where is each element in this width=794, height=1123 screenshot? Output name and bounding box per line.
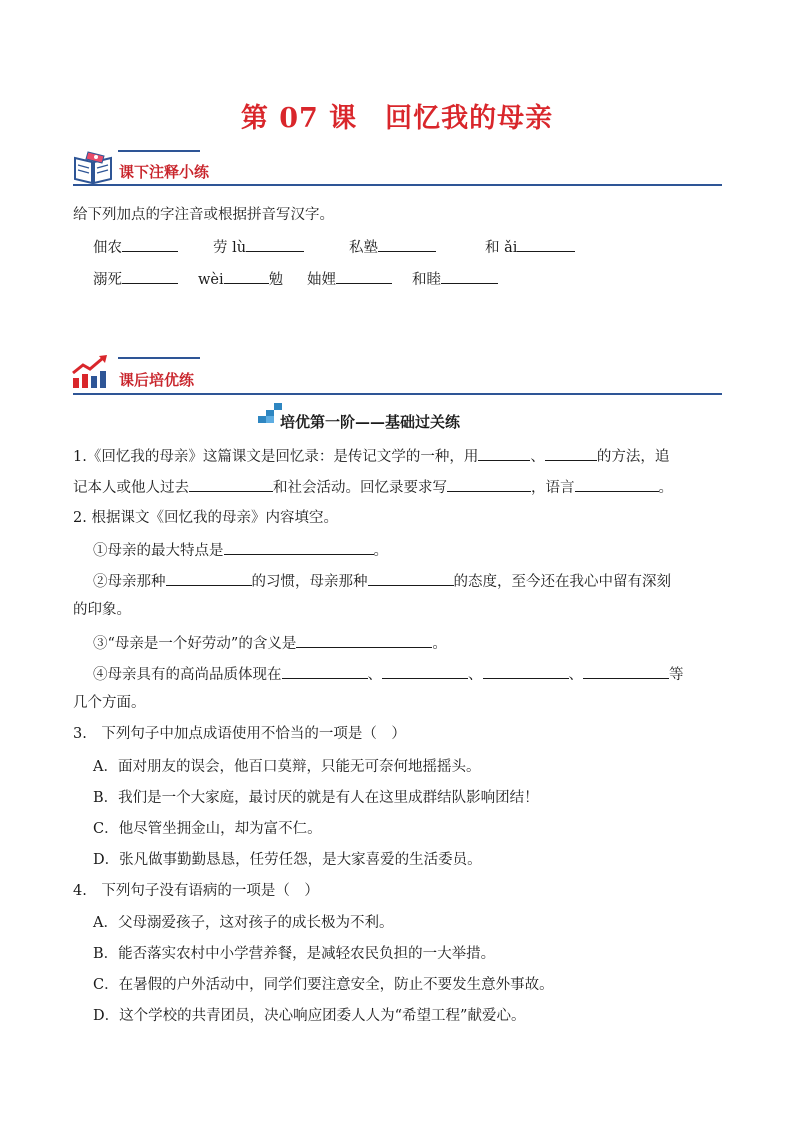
question-4-option-a[interactable]: A．父母溺爱孩子，这对孩子的成长极为不利。	[93, 915, 394, 931]
pinyin-item	[349, 236, 436, 258]
item-label: 溺死	[93, 272, 122, 288]
pinyin-item	[307, 268, 392, 290]
section1-instruction: 给下列加点的字注音或根据拼音写汉字。	[73, 207, 334, 223]
answer-blank[interactable]	[382, 663, 468, 679]
question-3-option-d[interactable]: D．张凡做事勤勤恳恳，任劳任怨，是大家喜爱的生活委员。	[93, 852, 482, 868]
answer-blank[interactable]	[483, 663, 569, 679]
question-2-item-4	[93, 663, 684, 685]
answer-blank[interactable]	[166, 570, 252, 586]
question-text: 和社会活动。回忆录要求写	[273, 480, 447, 496]
item-label: 劳 lù	[213, 240, 247, 256]
pinyin-item	[93, 236, 178, 258]
question-text: 、	[530, 449, 545, 465]
answer-blank[interactable]	[368, 570, 454, 586]
answer-blank[interactable]	[378, 236, 436, 252]
question-text: 的习惯，母亲那种	[251, 574, 368, 590]
question-3-option-b[interactable]: B．我们是一个大家庭，最讨厌的就是有人在这里成群结队影响团结！	[93, 790, 539, 806]
answer-blank[interactable]	[122, 268, 178, 284]
answer-blank[interactable]	[224, 268, 269, 284]
bar-chart-icon	[70, 354, 110, 390]
book-icon	[72, 150, 114, 186]
answer-blank[interactable]	[336, 268, 392, 284]
question-text: 、	[367, 667, 382, 683]
question-4-option-c[interactable]: C．在暑假的户外活动中，同学们要注意安全，防止不要发生意外事故。	[93, 977, 554, 993]
pinyin-item	[198, 268, 283, 290]
answer-blank[interactable]	[447, 476, 531, 492]
pinyin-item	[485, 236, 575, 258]
answer-blank[interactable]	[122, 236, 178, 252]
question-text: 、	[468, 667, 483, 683]
question-text: ①母亲的最大特点是	[93, 543, 224, 559]
question-4-stem: 4. 下列句子没有语病的一项是（ ）	[73, 883, 319, 899]
question-1-line-1	[73, 445, 669, 467]
item-label: 妯娌	[307, 272, 336, 288]
question-text: ④母亲具有的高尚品质体现在	[93, 667, 282, 683]
question-3-stem: 3. 下列句子中加点成语使用不恰当的一项是（ ）	[73, 726, 406, 742]
question-text: ②母亲那种	[93, 574, 166, 590]
answer-blank[interactable]	[545, 445, 597, 461]
question-text: 记本人或他人过去	[73, 480, 189, 496]
pinyin-item	[93, 268, 178, 290]
section2-rule	[73, 393, 722, 395]
answer-blank[interactable]	[296, 632, 432, 648]
question-2-item-2	[93, 570, 671, 592]
question-3-option-a[interactable]: A．面对朋友的误会，他百口莫辩，只能无可奈何地摇摇头。	[93, 759, 481, 775]
question-text: 。	[432, 636, 447, 652]
subheading: 培优第一阶——基础过关练	[280, 413, 461, 431]
question-2-stem: 2. 根据课文《回忆我的母亲》内容填空。	[73, 510, 338, 526]
answer-blank[interactable]	[575, 476, 659, 492]
answer-blank[interactable]	[189, 476, 273, 492]
item-label: wèi	[198, 272, 224, 288]
question-2-item-1	[93, 539, 388, 561]
question-2-item-2-cont: 的印象。	[73, 602, 131, 618]
answer-blank[interactable]	[246, 236, 304, 252]
answer-blank[interactable]	[583, 663, 669, 679]
answer-blank[interactable]	[441, 268, 498, 284]
pinyin-item	[213, 236, 304, 258]
question-text: ，语言	[531, 480, 575, 496]
section2-title: 课后培优练	[119, 371, 195, 389]
page-title: 第 07 课 回忆我的母亲	[240, 103, 554, 134]
question-text: 。	[373, 543, 388, 559]
section1-rule	[73, 184, 722, 186]
item-label: 勉	[268, 272, 284, 288]
question-text: 、	[568, 667, 583, 683]
question-text: ③“母亲是一个好劳动”的含义是	[93, 636, 297, 652]
item-label: 和睦	[412, 272, 441, 288]
question-3-option-c[interactable]: C．他尽管坐拥金山，却为富不仁。	[93, 821, 322, 837]
question-text: 的态度，至今还在我心中留有深刻	[453, 574, 671, 590]
answer-blank[interactable]	[478, 445, 530, 461]
answer-blank[interactable]	[224, 539, 374, 555]
question-1-line-2	[73, 476, 673, 498]
pinyin-item	[412, 268, 498, 290]
question-2-item-3	[93, 632, 447, 654]
section2-short-rule	[118, 357, 200, 359]
answer-blank[interactable]	[282, 663, 368, 679]
section1-title: 课下注释小练	[119, 163, 210, 181]
item-label: 佃农	[93, 240, 122, 256]
question-4-option-d[interactable]: D．这个学校的共青团员，决心响应团委人人为“希望工程”献爱心。	[93, 1008, 526, 1024]
answer-blank[interactable]	[517, 236, 575, 252]
section1-short-rule	[118, 150, 200, 152]
question-text: 的方法，追	[596, 449, 670, 465]
question-4-option-b[interactable]: B．能否落实农村中小学营养餐，是减轻农民负担的一大举措。	[93, 946, 496, 962]
question-text: 等	[669, 667, 684, 683]
item-label: 和 ǎi	[485, 240, 518, 256]
item-label: 私塾	[349, 240, 378, 256]
question-text: 1.《回忆我的母亲》这篇课文是回忆录：是传记文学的一种，用	[73, 449, 479, 465]
question-2-item-4-cont: 几个方面。	[73, 695, 146, 711]
question-text: 。	[658, 480, 673, 496]
